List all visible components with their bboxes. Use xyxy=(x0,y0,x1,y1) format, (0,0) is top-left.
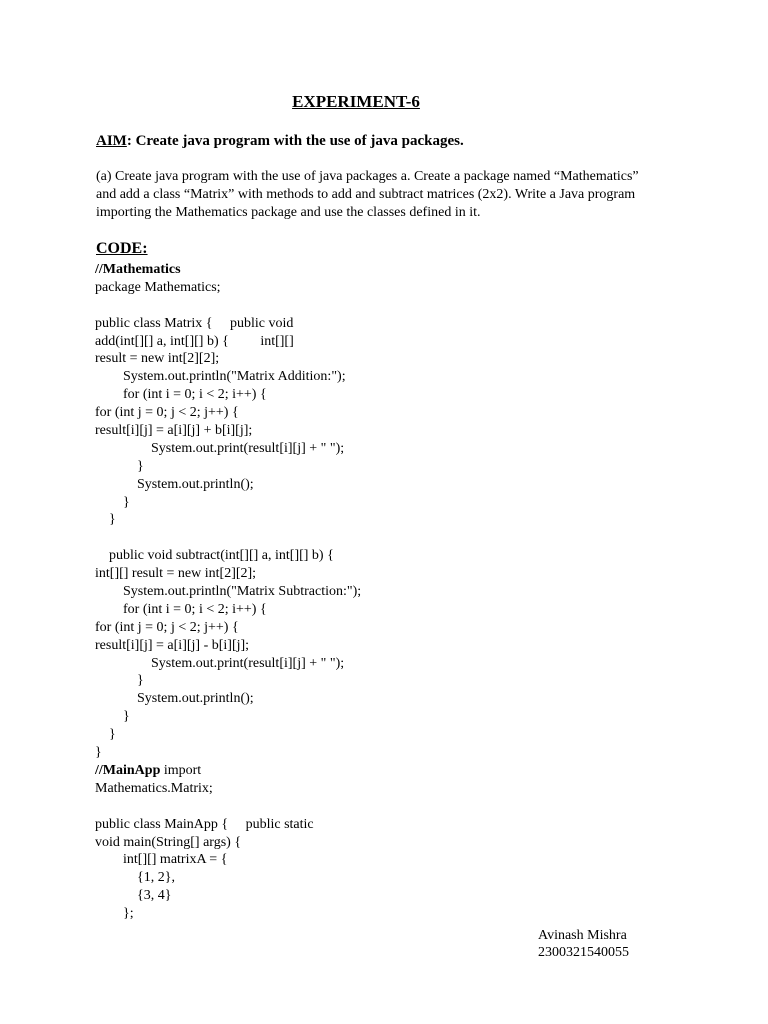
code-line: for (int j = 0; j < 2; j++) { xyxy=(95,405,239,421)
code-line: } xyxy=(95,458,144,474)
code-line: add(int[][] a, int[][] b) { int[][] xyxy=(95,333,294,349)
author-id: 2300321540055 xyxy=(538,945,629,960)
code-heading: CODE: xyxy=(96,240,148,257)
task-description xyxy=(96,168,676,222)
code-line: System.out.println("Matrix Subtraction:"); xyxy=(95,584,362,600)
code-line xyxy=(95,798,361,816)
code-line: System.out.print(result[i][j] + " "); xyxy=(95,655,345,671)
code-line: System.out.println(); xyxy=(95,476,254,492)
code-line: result = new int[2][2]; xyxy=(95,351,220,367)
code-line: int[][] result = new int[2][2]; xyxy=(95,566,257,582)
code-line: {3, 4} xyxy=(95,888,172,904)
code-comment-bold: //Mathematics xyxy=(95,262,181,277)
code-line: int[][] matrixA = { xyxy=(95,852,228,868)
code-line: void main(String[] args) { xyxy=(95,834,242,850)
description-line: importing the Mathematics package and use the classes defined in it. xyxy=(96,205,481,220)
code-line: Mathematics.Matrix; xyxy=(95,780,213,796)
code-line: {1, 2}, xyxy=(95,870,175,886)
description-line: and add a class “Matrix” with methods to add and subtract matrices (2x2). Write a Java program xyxy=(96,187,636,202)
code-line: System.out.println("Matrix Addition:"); xyxy=(95,369,346,385)
code-line: public class Matrix { public void xyxy=(95,315,294,331)
code-line: } xyxy=(95,673,144,689)
code-line: public void subtract(int[][] a, int[][] b) { xyxy=(95,548,334,564)
code-line: result[i][j] = a[i][j] + b[i][j]; xyxy=(95,423,253,439)
code-line: result[i][j] = a[i][j] - b[i][j]; xyxy=(95,637,250,653)
description-line: (a) Create java program with the use of java packages a. Create a package named “Mathematics” xyxy=(96,169,639,184)
aim-statement xyxy=(96,131,464,151)
code-line xyxy=(95,261,361,279)
code-block xyxy=(95,261,361,923)
aim-text: : Create java program with the use of java packages. xyxy=(126,133,464,149)
code-line: System.out.print(result[i][j] + " "); xyxy=(95,440,345,456)
code-line: } xyxy=(95,727,116,743)
author-footer xyxy=(538,927,629,961)
code-line: } xyxy=(95,745,102,761)
code-line: System.out.println(); xyxy=(95,691,254,707)
code-line: for (int i = 0; i < 2; i++) { xyxy=(95,387,267,403)
code-line: } xyxy=(95,709,130,725)
code-line: package Mathematics; xyxy=(95,279,221,295)
code-line: } xyxy=(95,512,116,528)
code-line xyxy=(95,297,361,315)
code-comment-bold: //MainApp xyxy=(95,762,161,778)
code-line: } xyxy=(95,494,130,510)
code-line: public class MainApp { public static xyxy=(95,816,314,832)
code-line-rest: import xyxy=(160,762,202,778)
author-name: Avinash Mishra xyxy=(538,928,627,943)
code-line: for (int i = 0; i < 2; i++) { xyxy=(95,601,267,617)
aim-label: AIM xyxy=(96,133,127,149)
code-line xyxy=(95,762,361,780)
code-line: }; xyxy=(95,906,134,922)
code-line: for (int j = 0; j < 2; j++) { xyxy=(95,619,239,635)
code-line xyxy=(95,529,361,547)
page-title: EXPERIMENT-6 xyxy=(292,92,420,111)
